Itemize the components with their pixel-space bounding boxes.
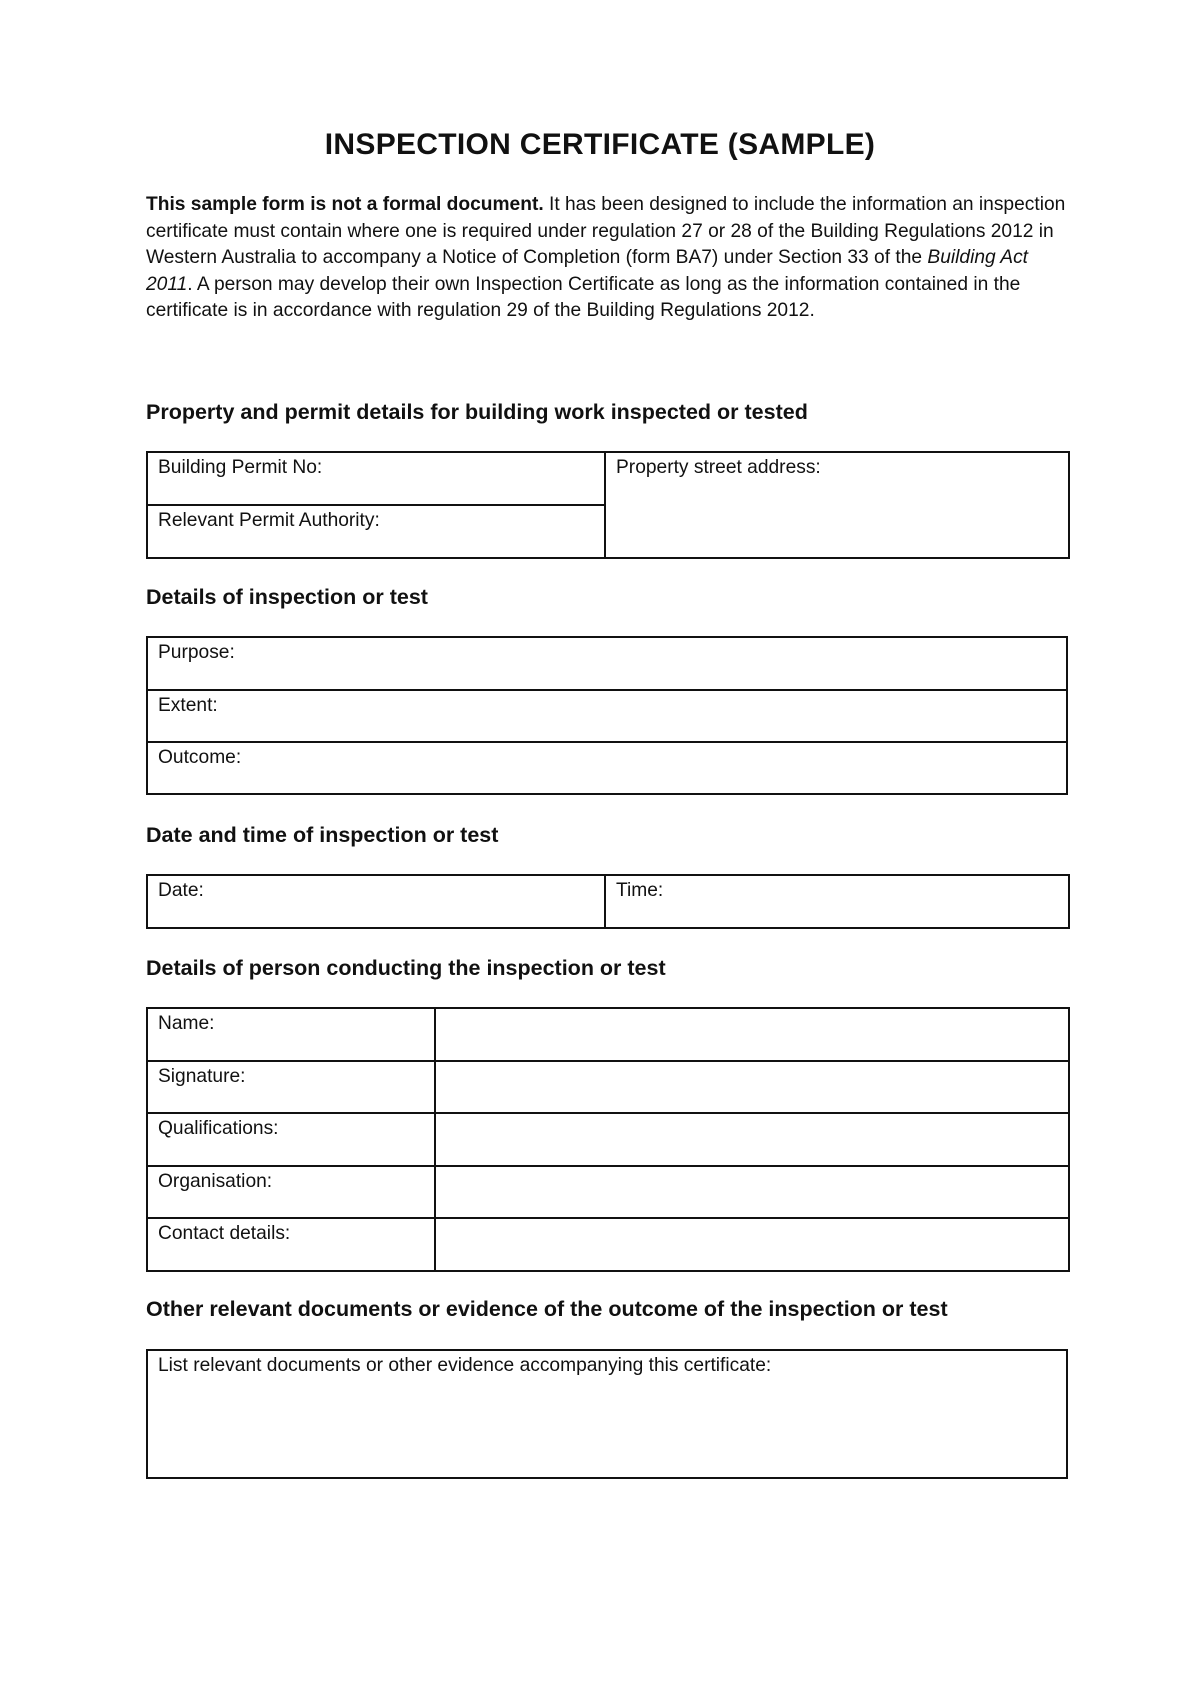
inspection-details-heading: Details of inspection or test <box>146 585 428 609</box>
purpose-field[interactable] <box>147 637 1067 690</box>
person-row-label <box>147 1061 435 1113</box>
inspection-details-table <box>146 636 1068 795</box>
date-time-table <box>146 874 1070 929</box>
property-section-heading: Property and permit details for building work inspected or tested <box>146 400 808 424</box>
person-row-label <box>147 1166 435 1218</box>
other-documents-heading: Other relevant documents or evidence of the outcome of the inspection or test <box>146 1297 948 1321</box>
person-section-heading: Details of person conducting the inspection or test <box>146 956 666 980</box>
property-street-address-label: Property street address: <box>616 457 821 478</box>
time-label: Time: <box>616 880 664 901</box>
extent-label: Extent: <box>158 695 218 716</box>
intro-paragraph <box>146 192 1066 325</box>
signature-label: Signature: <box>158 1066 246 1087</box>
intro-text-1: It has been designed to include the information an inspection certificate must contain where one is required under regulation 27 or 28 of the Building Regulations 2012 in Western Australia to accompany a Notice of Completion (form BA7) under Section 33 of the <box>146 194 1066 268</box>
person-details-table <box>146 1007 1070 1272</box>
intro-act-name: Building Act 2011 <box>146 247 1029 295</box>
other-documents-label: List relevant documents or other evidence accompanying this certificate: <box>158 1355 772 1376</box>
document-title: INSPECTION CERTIFICATE (SAMPLE) <box>324 128 876 161</box>
name-value-field[interactable] <box>435 1008 1069 1061</box>
time-field[interactable] <box>605 875 1069 928</box>
person-row-label <box>147 1218 435 1271</box>
extent-field[interactable] <box>147 690 1067 742</box>
outcome-label: Outcome: <box>158 747 242 768</box>
person-row-label <box>147 1008 435 1061</box>
intro-text-2: . A person may develop their own Inspection Certificate as long as the information contained in the certificate is in accordance with regulation 29 of the Building Regulations 2012. <box>146 273 1021 321</box>
signature-value-field[interactable] <box>435 1061 1069 1113</box>
organisation-value-field[interactable] <box>435 1166 1069 1218</box>
qualifications-label: Qualifications: <box>158 1118 279 1139</box>
other-documents-table <box>146 1349 1068 1479</box>
relevant-permit-authority-label: Relevant Permit Authority: <box>158 510 380 531</box>
organisation-label: Organisation: <box>158 1171 273 1192</box>
outcome-field[interactable] <box>147 742 1067 794</box>
date-label: Date: <box>158 880 204 901</box>
person-row-label <box>147 1113 435 1166</box>
purpose-label: Purpose: <box>158 642 235 663</box>
property-street-address-field[interactable] <box>605 452 1069 558</box>
date-time-heading: Date and time of inspection or test <box>146 823 499 847</box>
building-permit-no-label: Building Permit No: <box>158 457 323 478</box>
date-field[interactable] <box>147 875 605 928</box>
name-label: Name: <box>158 1013 215 1034</box>
intro-bold-lead: This sample form is not a formal document. <box>146 194 544 215</box>
contact-details-value-field[interactable] <box>435 1218 1069 1271</box>
property-permit-table <box>146 451 1070 559</box>
contact-details-label: Contact details: <box>158 1223 291 1244</box>
relevant-permit-authority-field[interactable] <box>147 505 605 558</box>
building-permit-no-field[interactable] <box>147 452 605 505</box>
qualifications-value-field[interactable] <box>435 1113 1069 1166</box>
other-documents-field[interactable] <box>147 1350 1067 1478</box>
